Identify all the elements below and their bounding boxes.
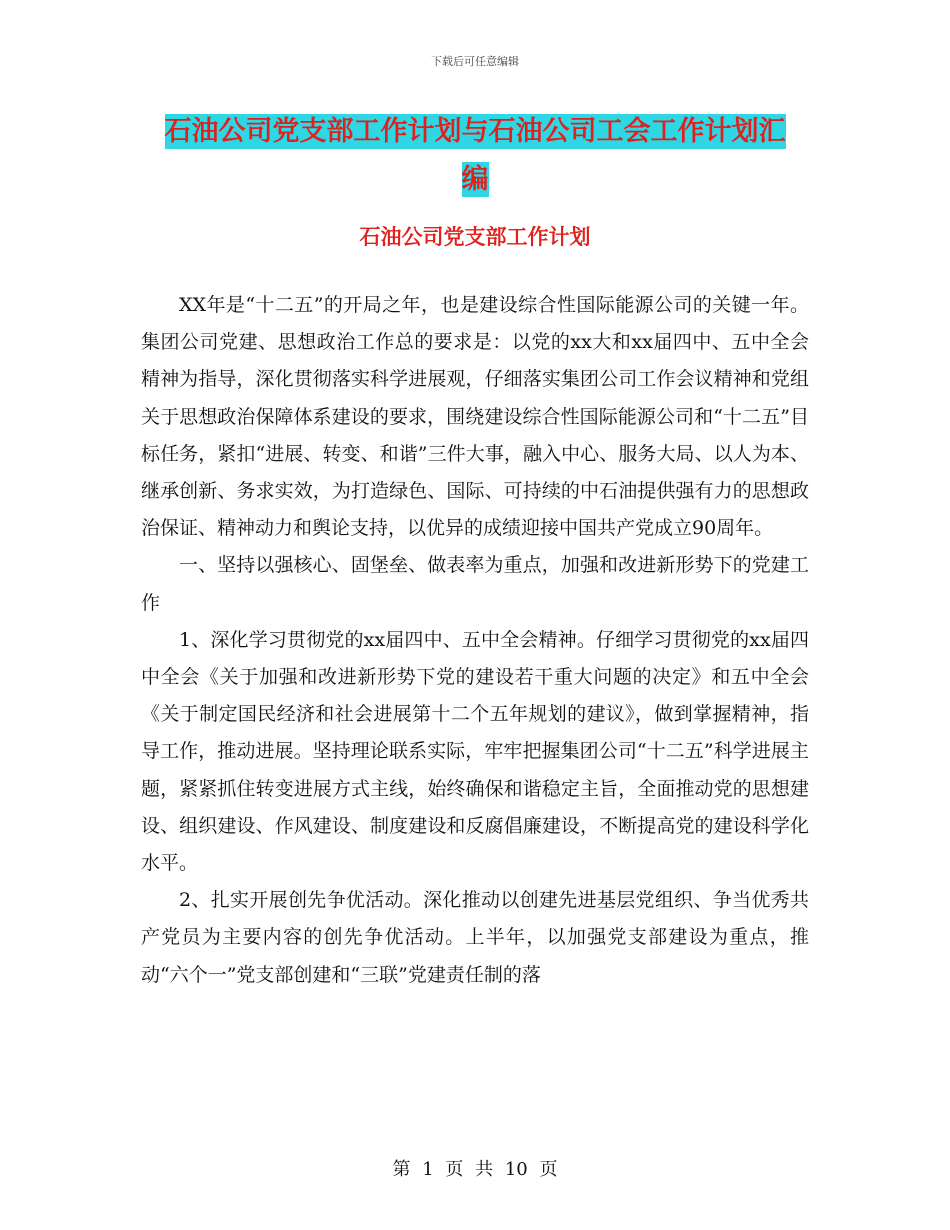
paragraph-heading-1: 一、坚持以强核心、固堡垒、做表率为重点，加强和改进新形势下的党建工作 (141, 554, 809, 614)
header-note: 下载后可任意编辑 (431, 55, 519, 68)
document-title (140, 108, 810, 204)
title-line-1: 石油公司党支部工作计划与石油公司工会工作计划汇 (164, 116, 786, 147)
title-line-2: 编 (461, 164, 489, 195)
section-title: 石油公司党支部工作计划 (359, 225, 591, 249)
paragraph-intro: XX年是“十二五”的开局之年，也是建设综合性国际能源公司的关键一年。集团公司党建、思想政治工作总的要求是：以党的xx大和xx届四中、五中全会精神为指导，深化贯彻落实科学进展观，仔细落实集团公司工作会议精神和党组关于思想政治保障体系建设的要求，围绕建设综合性国际能源公司和“十二五”目标任务，紧扣“进展、转变、和谐”三件大事，融入中心、服务大局、以人为本、继承创新、务求实效，为打造绿色、国际、可持续的中石油提供强有力的思想政治保证、精神动力和舆论支持，以优异的成绩迎接中国共产党成立90周年。 (141, 294, 809, 540)
paragraph-item-2: 2、扎实开展创先争优活动。深化推动以创建先进基层党组织、争当优秀共产党员为主要内容的创先争优活动。上半年，以加强党支部建设为重点，推动“六个一”党支部创建和“三联”党建责任制的落 (141, 889, 809, 986)
document-body (141, 287, 809, 994)
page-footer: 第 1 页 共 10 页 (392, 1159, 558, 1180)
paragraph-item-1: 1、深化学习贯彻党的xx届四中、五中全会精神。仔细学习贯彻党的xx届四中全会《关于加强和改进新形势下党的建设若干重大问题的决定》和五中全会《关于制定国民经济和社会进展第十二个五年规划的建议》，做到掌握精神，指导工作，推动进展。坚持理论联系实际，牢牢把握集团公司“十二五”科学进展主题，紧紧抓住转变进展方式主线，始终确保和谐稳定主旨，全面推动党的思想建设、组织建设、作风建设、制度建设和反腐倡廉建设，不断提高党的建设科学化水平。 (141, 628, 809, 875)
